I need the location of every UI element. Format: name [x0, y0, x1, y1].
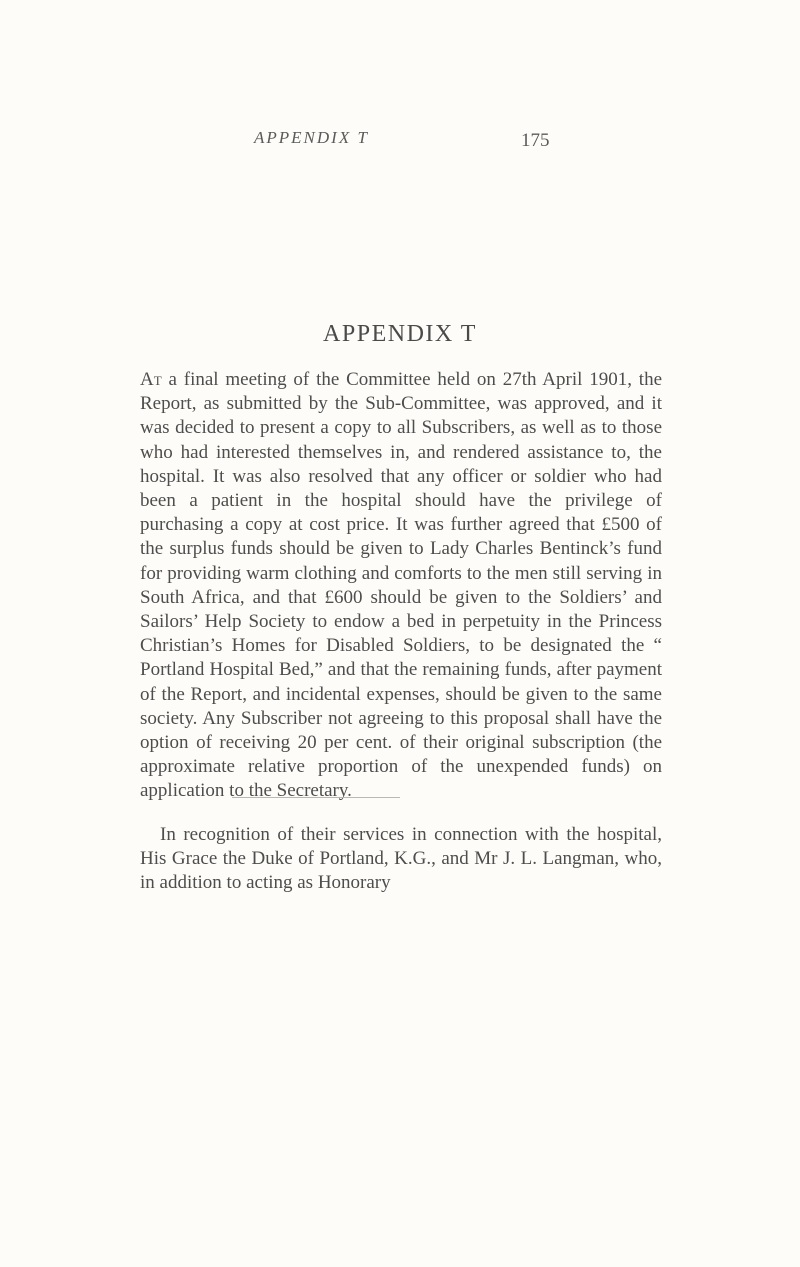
running-head: APPENDIX T — [254, 128, 369, 147]
paragraph-second: In recognition of their services in connection with the hospital, His Grace the Duke of Portland, K.G., and Mr J. L. Langman, who, in addition to acting as Honorary — [140, 824, 662, 894]
paragraph-lead-word: At — [140, 369, 162, 390]
section-divider — [232, 797, 400, 798]
page-number: 175 — [521, 130, 550, 151]
page-title: APPENDIX T — [323, 321, 477, 347]
paragraph-first — [140, 368, 662, 804]
paragraph-first-text: a final meeting of the Committee held on 27th April 1901, the Report, as submitted by the Sub-Committee, was approved, and it was decided to present a copy to all Subscribers, as well as to those who had interested themselves in, and rendered assistance to, the hospital. It was also resolved that any officer or soldier who had been a patient in the hospital should have the privilege of purchasing a copy at cost price. It was further agreed that £500 of the surplus funds should be given to Lady Charles Bentinck’s fund for providing warm clothing and comforts to the men still serving in South Africa, and that £600 should be given to the Soldiers’ and Sailors’ Help Society to endow a bed in perpetuity in the Princess Christian’s Homes for Disabled Soldiers, to be designated the “ Portland Hospital Bed,” and that the remaining funds, after payment of the Report, and incidental expenses, should be given to the same society. Any Subscriber not agreeing to this proposal shall have the option of receiving 20 per cent. of their original subscription (the approximate relative proportion of the unexpended funds) on application to the Secretary. — [140, 369, 662, 802]
